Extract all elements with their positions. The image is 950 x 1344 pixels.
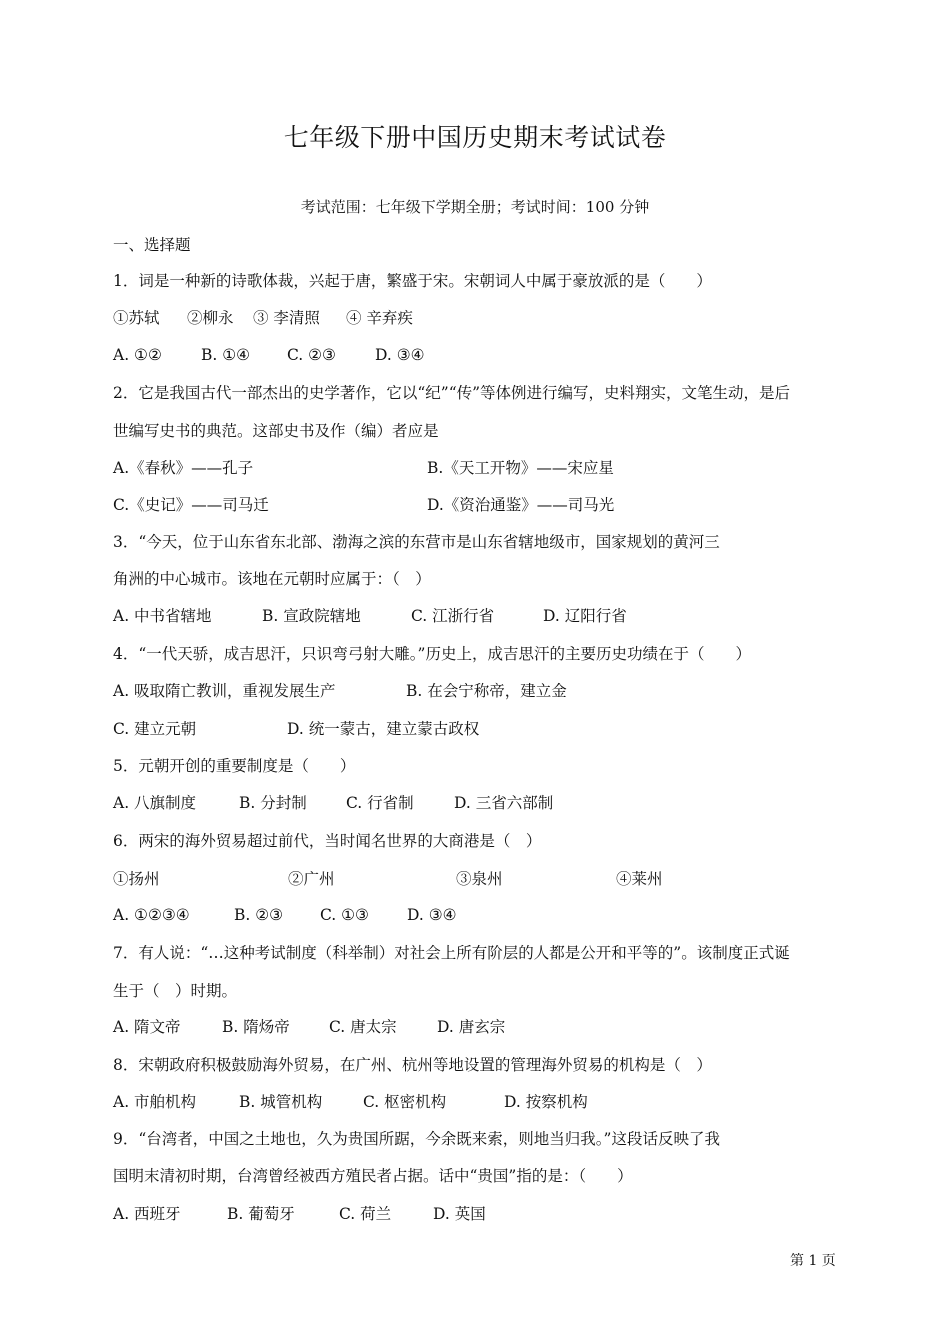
question-2-option-c: C.《史记》——司马迁 xyxy=(113,496,269,514)
question-5-option-d: D. 三省六部制 xyxy=(454,794,554,812)
question-9-option-d: D. 英国 xyxy=(433,1205,486,1223)
question-3-stem: 3．“今天，位于山东省东北部、渤海之滨的东营市是山东省辖地级市，国家规划的黄河三 xyxy=(113,533,720,551)
question-2-stem: 2．它是我国古代一部杰出的史学著作，它以“纪”“传”等体例进行编写，史料翔实，文笔生动，是后 xyxy=(113,384,791,402)
question-2-option-a: A.《春秋》——孔子 xyxy=(113,459,254,477)
question-1-item: ④ 辛弃疾 xyxy=(346,309,413,327)
question-6-option-d: D. ③④ xyxy=(407,906,457,924)
question-1-option-a: A. ①② xyxy=(113,346,162,364)
question-8-stem: 8．宋朝政府积极鼓励海外贸易，在广州、杭州等地设置的管理海外贸易的机构是（ ） xyxy=(113,1056,712,1074)
question-6-item: ①扬州 xyxy=(113,870,160,888)
question-7-stem: 7．有人说：“…这种考试制度（科举制）对社会上所有阶层的人都是公开和平等的”。该制度正式诞 xyxy=(113,944,790,962)
question-4-option-d: D. 统一蒙古，建立蒙古政权 xyxy=(287,720,480,738)
question-6-item: ②广州 xyxy=(288,870,335,888)
question-8-option-a: A. 市舶机构 xyxy=(113,1093,197,1111)
question-7-option-d: D. 唐玄宗 xyxy=(437,1018,506,1036)
question-1-option-c: C. ②③ xyxy=(287,346,336,364)
question-8-option-d: D. 按察机构 xyxy=(504,1093,588,1111)
question-9-stem: 国明末清初时期，台湾曾经被西方殖民者占据。话中“贵国”指的是：（ ） xyxy=(113,1167,633,1185)
question-7-stem: 生于（ ）时期。 xyxy=(113,982,238,1000)
question-7-option-c: C. 唐太宗 xyxy=(329,1018,397,1036)
question-6-option-b: B. ②③ xyxy=(234,906,284,924)
question-7-option-b: B. 隋炀帝 xyxy=(222,1018,290,1036)
question-6-item: ④莱州 xyxy=(616,870,663,888)
question-3-option-b: B. 宣政院辖地 xyxy=(262,607,361,625)
question-8-option-c: C. 枢密机构 xyxy=(363,1093,447,1111)
question-1-item: ①苏轼 xyxy=(113,309,160,327)
question-4-stem: 4．“一代天骄，成吉思汗，只识弯弓射大雕。”历史上，成吉思汗的主要历史功绩在于（ ） xyxy=(113,645,751,663)
question-9-option-b: B. 葡萄牙 xyxy=(227,1205,295,1223)
question-3-option-c: C. 江浙行省 xyxy=(411,607,495,625)
question-1-option-d: D. ③④ xyxy=(375,346,425,364)
page-title: 七年级下册中国历史期末考试试卷 xyxy=(283,123,667,152)
question-2-stem: 世编写史书的典范。这部史书及作（编）者应是 xyxy=(113,422,439,440)
question-1-item: ②柳永 xyxy=(187,309,234,327)
question-7-option-a: A. 隋文帝 xyxy=(113,1018,181,1036)
question-9-option-a: A. 西班牙 xyxy=(113,1205,181,1223)
page-number: 第 1 页 xyxy=(790,1253,836,1269)
question-3-stem: 角洲的中心城市。该地在元朝时应属于：（ ） xyxy=(113,570,431,588)
question-5-option-b: B. 分封制 xyxy=(239,794,307,812)
question-5-option-c: C. 行省制 xyxy=(346,794,414,812)
question-6-option-c: C. ①③ xyxy=(320,906,369,924)
question-4-option-b: B. 在会宁称帝，建立金 xyxy=(406,682,567,700)
question-3-option-a: A. 中书省辖地 xyxy=(113,607,212,625)
question-9-option-c: C. 荷兰 xyxy=(339,1205,392,1223)
question-8-option-b: B. 城管机构 xyxy=(239,1093,323,1111)
question-6-stem: 6．两宋的海外贸易超过前代，当时闻名世界的大商港是（ ） xyxy=(113,832,542,850)
question-4-option-a: A. 吸取隋亡教训，重视发展生产 xyxy=(113,682,336,700)
question-2-option-d: D.《资治通鉴》——司马光 xyxy=(427,496,615,514)
question-6-option-a: A. ①②③④ xyxy=(113,906,190,924)
question-1-option-b: B. ①④ xyxy=(201,346,251,364)
question-3-option-d: D. 辽阳行省 xyxy=(543,607,627,625)
question-6-item: ③泉州 xyxy=(456,870,503,888)
question-1-stem: 1．词是一种新的诗歌体裁，兴起于唐，繁盛于宋。宋朝词人中属于豪放派的是（ ） xyxy=(113,272,712,290)
question-1-item: ③ 李清照 xyxy=(253,309,320,327)
exam-info: 考试范围：七年级下学期全册；考试时间：100 分钟 xyxy=(300,198,650,216)
question-5-option-a: A. 八旗制度 xyxy=(113,794,197,812)
section-heading: 一、选择题 xyxy=(113,236,191,254)
question-9-stem: 9．“台湾者，中国之土地也，久为贵国所踞，今余既来索，则地当归我。”这段话反映了我 xyxy=(113,1130,720,1148)
question-5-stem: 5．元朝开创的重要制度是（ ） xyxy=(113,757,356,775)
question-4-option-c: C. 建立元朝 xyxy=(113,720,197,738)
question-2-option-b: B.《天工开物》——宋应星 xyxy=(427,459,614,477)
